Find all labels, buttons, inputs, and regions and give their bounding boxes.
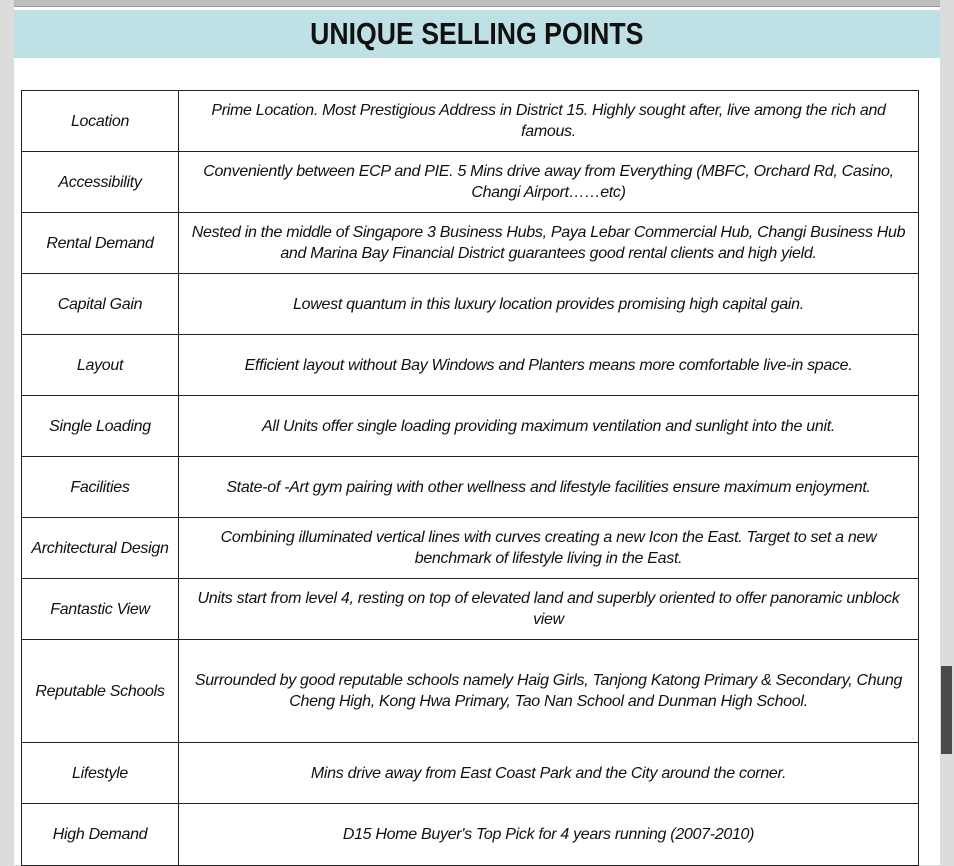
row-label: Location bbox=[22, 91, 179, 152]
table-row bbox=[22, 396, 919, 457]
row-label: Architectural Design bbox=[22, 518, 179, 579]
row-description: D15 Home Buyer's Top Pick for 4 years running (2007-2010) bbox=[179, 804, 919, 866]
row-label: Single Loading bbox=[22, 396, 179, 457]
table-row bbox=[22, 804, 919, 866]
row-description: Lowest quantum in this luxury location provides promising high capital gain. bbox=[179, 274, 919, 335]
row-label: Reputable Schools bbox=[22, 640, 179, 743]
table-row bbox=[22, 91, 919, 152]
table-row bbox=[22, 335, 919, 396]
table-row bbox=[22, 743, 919, 804]
row-description: Surrounded by good reputable schools namely Haig Girls, Tanjong Katong Primary & Secondary, Chung Cheng High, Kong Hwa Primary, Tao Nan School and Dunman High School. bbox=[179, 640, 919, 743]
top-divider bbox=[14, 0, 940, 7]
row-label: Capital Gain bbox=[22, 274, 179, 335]
table-row bbox=[22, 518, 919, 579]
row-description: Mins drive away from East Coast Park and the City around the corner. bbox=[179, 743, 919, 804]
table-row bbox=[22, 640, 919, 743]
row-description: Combining illuminated vertical lines with curves creating a new Icon the East. Target to set a new benchmark of lifestyle living in the East. bbox=[179, 518, 919, 579]
scrollbar-thumb[interactable] bbox=[941, 666, 952, 754]
row-description: All Units offer single loading providing maximum ventilation and sunlight into the unit. bbox=[179, 396, 919, 457]
table-row bbox=[22, 579, 919, 640]
row-label: High Demand bbox=[22, 804, 179, 866]
row-description: State-of -Art gym pairing with other wellness and lifestyle facilities ensure maximum enjoyment. bbox=[179, 457, 919, 518]
row-label: Lifestyle bbox=[22, 743, 179, 804]
title-banner bbox=[14, 10, 940, 58]
row-label: Fantastic View bbox=[22, 579, 179, 640]
table-row bbox=[22, 152, 919, 213]
row-label: Layout bbox=[22, 335, 179, 396]
row-label: Facilities bbox=[22, 457, 179, 518]
row-description: Efficient layout without Bay Windows and Planters means more comfortable live-in space. bbox=[179, 335, 919, 396]
row-description: Conveniently between ECP and PIE. 5 Mins drive away from Everything (MBFC, Orchard Rd, Casino, Changi Airport……etc) bbox=[179, 152, 919, 213]
row-description: Units start from level 4, resting on top of elevated land and superbly oriented to offer panoramic unblock view bbox=[179, 579, 919, 640]
table-row bbox=[22, 457, 919, 518]
selling-points-table bbox=[21, 90, 919, 866]
row-description: Prime Location. Most Prestigious Address in District 15. Highly sought after, live among the rich and famous. bbox=[179, 91, 919, 152]
page-title: UNIQUE SELLING POINTS bbox=[310, 16, 644, 51]
row-description: Nested in the middle of Singapore 3 Business Hubs, Paya Lebar Commercial Hub, Changi Business Hub and Marina Bay Financial District guarantees good rental clients and high yield. bbox=[179, 213, 919, 274]
table-row bbox=[22, 274, 919, 335]
table-row bbox=[22, 213, 919, 274]
row-label: Rental Demand bbox=[22, 213, 179, 274]
row-label: Accessibility bbox=[22, 152, 179, 213]
